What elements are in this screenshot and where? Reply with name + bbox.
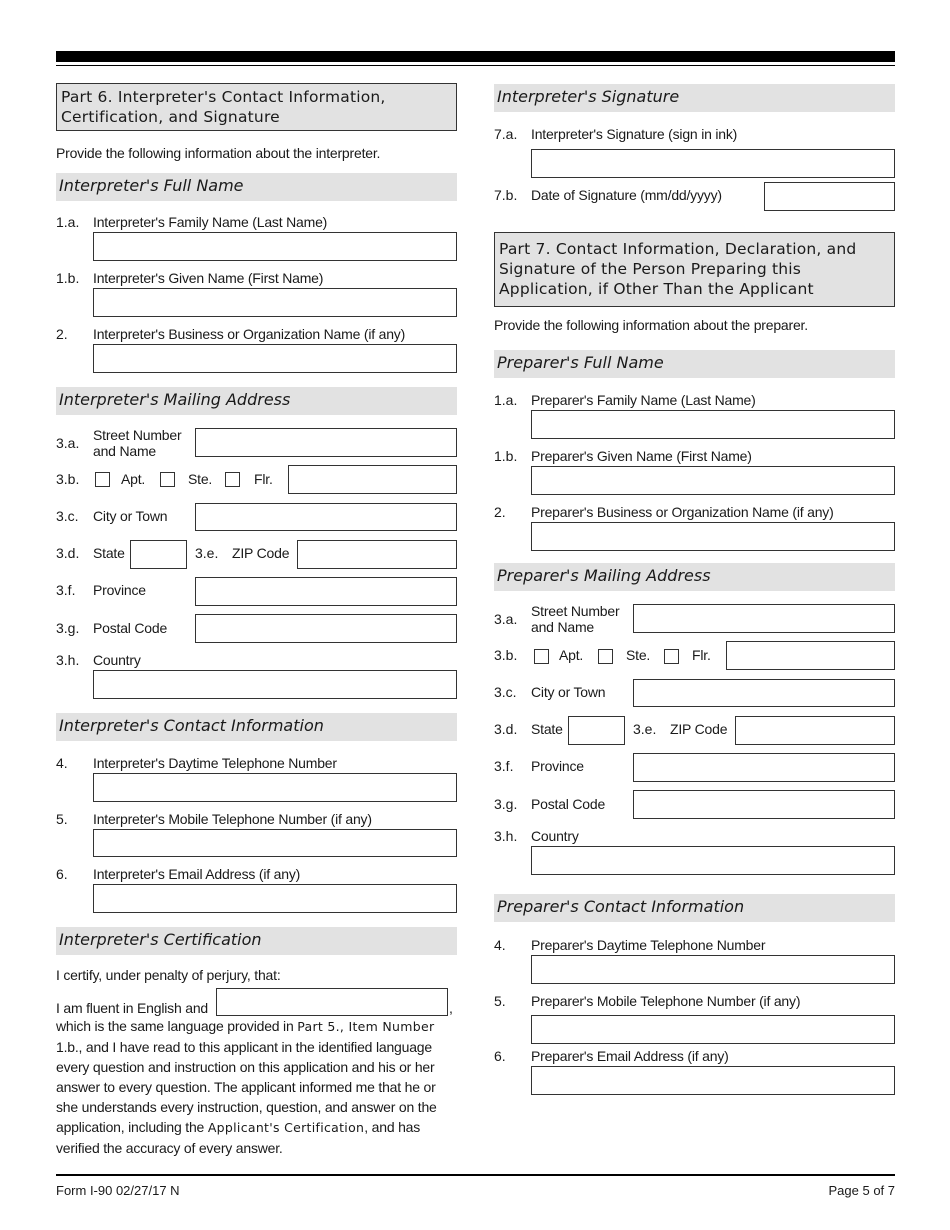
p7-q3g-number: 3.g. xyxy=(494,796,518,812)
interpreter-daytime-phone-label: Interpreter's Daytime Telephone Number xyxy=(93,755,337,771)
certification-text-1: which is the same language provided in xyxy=(56,1018,298,1034)
p7-q5-number: 5. xyxy=(494,993,506,1009)
interpreter-mailing-address-header: Interpreter's Mailing Address xyxy=(56,387,457,415)
interpreter-country-field[interactable] xyxy=(93,670,457,699)
part6-title xyxy=(56,83,457,131)
city-label: City or Town xyxy=(93,508,168,524)
q3a-number: 3.a. xyxy=(56,435,80,451)
q3g-number: 3.g. xyxy=(56,620,80,636)
certification-text-2: 1.b., and I have read to this applicant in the identified language every question and instruction on this application and his or her answer to every question. The applicant informed me that he or she understands every instruction, question, and answer on the application, including the xyxy=(56,1039,437,1135)
preparer-full-name-header: Preparer's Full Name xyxy=(494,350,895,378)
interpreter-signature-header: Interpreter's Signature xyxy=(494,84,895,112)
preparer-state-field[interactable] xyxy=(568,716,625,745)
p7-flr-label: Flr. xyxy=(692,647,711,663)
interpreter-email-label: Interpreter's Email Address (if any) xyxy=(93,866,301,882)
interpreter-business-name-field[interactable] xyxy=(93,344,457,373)
interpreter-signature-field[interactable] xyxy=(531,149,895,178)
p7-state-label: State xyxy=(531,721,563,737)
apt-label: Apt. xyxy=(121,471,146,487)
p7-ste-label: Ste. xyxy=(626,647,651,663)
interpreter-mobile-phone-label: Interpreter's Mobile Telephone Number (if any) xyxy=(93,811,372,827)
p7-street-label-line1: Street Number xyxy=(531,603,620,619)
preparer-given-name-label: Preparer's Given Name (First Name) xyxy=(531,448,752,464)
interpreter-signature-label: Interpreter's Signature (sign in ink) xyxy=(531,126,738,142)
preparer-unit-field[interactable] xyxy=(726,641,895,670)
ste-checkbox[interactable] xyxy=(160,472,175,487)
interpreter-city-field[interactable] xyxy=(195,503,457,531)
q2-number: 2. xyxy=(56,326,68,342)
certification-paragraph xyxy=(56,1016,456,1158)
interpreter-family-name-label: Interpreter's Family Name (Last Name) xyxy=(93,214,328,230)
interpreter-unit-field[interactable] xyxy=(288,465,457,494)
p7-q3c-number: 3.c. xyxy=(494,684,517,700)
certification-text-3: , and has verified the accuracy of every answer. xyxy=(56,1119,421,1156)
preparer-given-name-field[interactable] xyxy=(531,466,895,495)
preparer-email-field[interactable] xyxy=(531,1066,895,1095)
interpreter-mobile-phone-field[interactable] xyxy=(93,829,457,857)
part6-title-line1: Part 6. Interpreter's Contact Information, xyxy=(61,88,386,106)
part6-intro: Provide the following information about the interpreter. xyxy=(56,145,381,161)
q6-number: 6. xyxy=(56,866,68,882)
interpreter-given-name-label: Interpreter's Given Name (First Name) xyxy=(93,270,324,286)
p7-q4-number: 4. xyxy=(494,937,506,953)
part7-title-line3: Application, if Other Than the Applicant xyxy=(499,280,814,298)
postal-code-label: Postal Code xyxy=(93,620,168,636)
country-label: Country xyxy=(93,652,141,668)
q3e-number: 3.e. xyxy=(195,545,219,561)
certification-reference-part5: Part 5., Item Number xyxy=(297,1019,435,1034)
certification-fluent-text: I am fluent in English and xyxy=(56,1000,209,1016)
interpreter-postal-code-field[interactable] xyxy=(195,614,457,643)
p7-apt-label: Apt. xyxy=(559,647,584,663)
interpreter-given-name-field[interactable] xyxy=(93,288,457,317)
interpreter-zip-field[interactable] xyxy=(297,540,457,569)
preparer-mailing-address-header: Preparer's Mailing Address xyxy=(494,563,895,591)
form-identifier: Form I-90 02/27/17 N xyxy=(56,1183,180,1198)
certification-comma: , xyxy=(449,1000,453,1016)
preparer-postal-code-field[interactable] xyxy=(633,790,895,819)
q1b-number: 1.b. xyxy=(56,270,80,286)
interpreter-full-name-header: Interpreter's Full Name xyxy=(56,173,457,201)
p7-ste-checkbox[interactable] xyxy=(598,649,613,664)
q7a-number: 7.a. xyxy=(494,126,518,142)
preparer-country-field[interactable] xyxy=(531,846,895,875)
q3b-number: 3.b. xyxy=(56,471,80,487)
p7-province-label: Province xyxy=(531,758,584,774)
p7-q2-number: 2. xyxy=(494,504,506,520)
footer-rule xyxy=(56,1174,895,1176)
preparer-street-field[interactable] xyxy=(633,604,895,633)
interpreter-province-field[interactable] xyxy=(195,577,457,606)
zip-label: ZIP Code xyxy=(232,545,290,561)
p7-flr-checkbox[interactable] xyxy=(664,649,679,664)
p7-postal-code-label: Postal Code xyxy=(531,796,606,812)
preparer-daytime-phone-label: Preparer's Daytime Telephone Number xyxy=(531,937,766,953)
q3d-number: 3.d. xyxy=(56,545,80,561)
q3f-number: 3.f. xyxy=(56,582,76,598)
p7-q1b-number: 1.b. xyxy=(494,448,518,464)
p7-street-label-line2: and Name xyxy=(531,619,594,635)
page-number: Page 5 of 7 xyxy=(828,1183,895,1198)
part7-title xyxy=(494,232,895,307)
preparer-business-name-label: Preparer's Business or Organization Name (if any) xyxy=(531,504,834,520)
interpreter-business-name-label: Interpreter's Business or Organization Name (if any) xyxy=(93,326,406,342)
preparer-province-field[interactable] xyxy=(633,753,895,782)
p7-q3h-number: 3.h. xyxy=(494,828,518,844)
part7-intro: Provide the following information about the preparer. xyxy=(494,317,808,333)
certification-language-field[interactable] xyxy=(216,988,448,1016)
p7-apt-checkbox[interactable] xyxy=(534,649,549,664)
ste-label: Ste. xyxy=(188,471,213,487)
street-label-line2: and Name xyxy=(93,443,156,459)
q3h-number: 3.h. xyxy=(56,652,80,668)
q3c-number: 3.c. xyxy=(56,508,79,524)
q5-number: 5. xyxy=(56,811,68,827)
preparer-business-name-field[interactable] xyxy=(531,522,895,551)
p7-q6-number: 6. xyxy=(494,1048,506,1064)
p7-q1a-number: 1.a. xyxy=(494,392,518,408)
preparer-email-label: Preparer's Email Address (if any) xyxy=(531,1048,729,1064)
p7-country-label: Country xyxy=(531,828,579,844)
p7-q3d-number: 3.d. xyxy=(494,721,518,737)
interpreter-family-name-field[interactable] xyxy=(93,232,457,261)
certification-reference-applicant: Applicant's Certification xyxy=(207,1120,365,1135)
preparer-zip-field[interactable] xyxy=(735,716,895,745)
p7-zip-label: ZIP Code xyxy=(670,721,728,737)
interpreter-street-field[interactable] xyxy=(195,428,457,457)
date-of-signature-label: Date of Signature (mm/dd/yyyy) xyxy=(531,187,722,203)
preparer-family-name-field[interactable] xyxy=(531,410,895,439)
p7-q3b-number: 3.b. xyxy=(494,647,518,663)
part7-title-line1: Part 7. Contact Information, Declaration, and xyxy=(499,240,857,258)
flr-label: Flr. xyxy=(254,471,273,487)
part6-title-line2: Certification, and Signature xyxy=(61,108,280,126)
preparer-mobile-phone-label: Preparer's Mobile Telephone Number (if any) xyxy=(531,993,801,1009)
p7-q3a-number: 3.a. xyxy=(494,611,518,627)
q7b-number: 7.b. xyxy=(494,187,518,203)
preparer-city-field[interactable] xyxy=(633,679,895,707)
province-label: Province xyxy=(93,582,146,598)
apt-checkbox[interactable] xyxy=(95,472,110,487)
top-thin-rule xyxy=(56,65,895,66)
interpreter-email-field[interactable] xyxy=(93,884,457,913)
street-label-line1: Street Number xyxy=(93,427,182,443)
q1a-number: 1.a. xyxy=(56,214,80,230)
interpreter-daytime-phone-field[interactable] xyxy=(93,773,457,802)
p7-city-label: City or Town xyxy=(531,684,606,700)
certification-intro: I certify, under penalty of perjury, that: xyxy=(56,967,281,983)
preparer-mobile-phone-field[interactable] xyxy=(531,1015,895,1044)
top-thick-rule xyxy=(56,51,895,62)
part7-title-line2: Signature of the Person Preparing this xyxy=(499,260,802,278)
q4-number: 4. xyxy=(56,755,68,771)
state-label: State xyxy=(93,545,125,561)
preparer-daytime-phone-field[interactable] xyxy=(531,955,895,984)
interpreter-certification-header: Interpreter's Certification xyxy=(56,927,457,955)
preparer-family-name-label: Preparer's Family Name (Last Name) xyxy=(531,392,756,408)
date-of-signature-field[interactable] xyxy=(764,182,895,211)
flr-checkbox[interactable] xyxy=(225,472,240,487)
preparer-contact-header: Preparer's Contact Information xyxy=(494,894,895,922)
interpreter-contact-header: Interpreter's Contact Information xyxy=(56,713,457,741)
p7-q3e-number: 3.e. xyxy=(633,721,657,737)
p7-q3f-number: 3.f. xyxy=(494,758,514,774)
interpreter-state-field[interactable] xyxy=(130,540,187,569)
